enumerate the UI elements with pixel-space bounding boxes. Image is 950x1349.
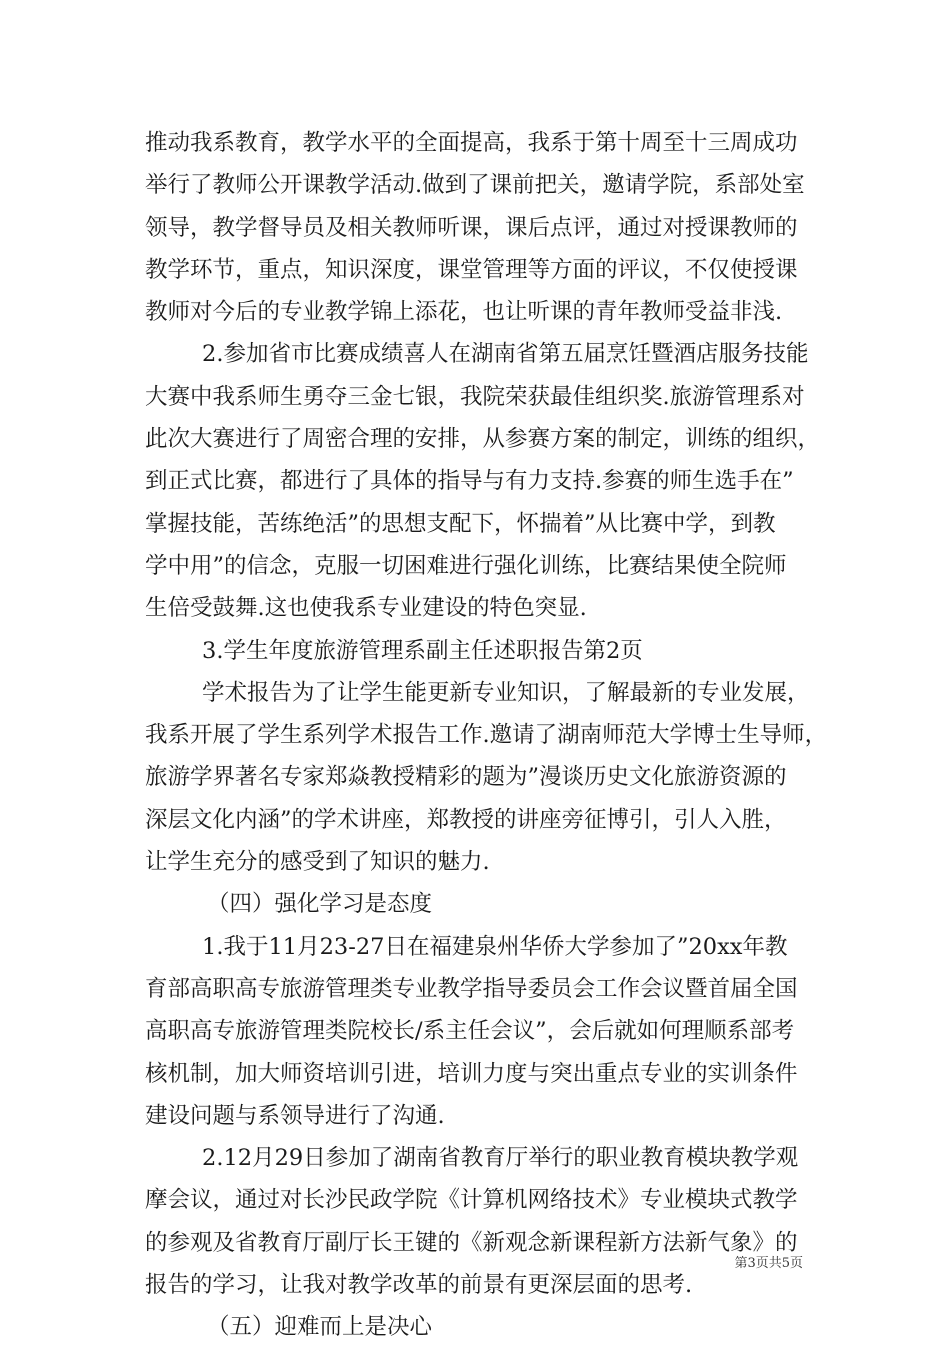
- text-line: 建设问题与系领导进行了沟通.: [145, 1102, 445, 1129]
- document-body: [145, 122, 828, 1349]
- text-line: 大赛中我系师生勇夺三金七银，我院荣获最佳组织奖.旅游管理系对: [145, 383, 805, 410]
- text-line: 的参观及省教育厅副厅长王键的《新观念新课程新方法新气象》的: [145, 1229, 798, 1256]
- text-line: （五）迎难而上是决心: [207, 1314, 433, 1341]
- page-number-footer: 第3页共5页: [734, 1256, 803, 1271]
- text-line: 举行了教师公开课教学活动.做到了课前把关，邀请学院，系部处室: [145, 172, 805, 199]
- text-line: 推动我系教育，教学水平的全面提高，我系于第十周至十三周成功: [145, 130, 798, 156]
- text-line: 摩会议，通过对长沙民政学院《计算机网络技术》专业模块式教学: [145, 1187, 798, 1214]
- text-line: 学术报告为了让学生能更新专业知识，了解最新的专业发展，: [202, 679, 810, 706]
- text-line: 领导，教学督导员及相关教师听课，课后点评，通过对授课教师的: [145, 214, 798, 241]
- text-line: 报告的学习，让我对教学改革的前景有更深层面的思考.: [145, 1272, 693, 1299]
- text-line: （四）强化学习是态度: [207, 891, 433, 918]
- text-line: 旅游学界著名专家郑焱教授精彩的题为”漫谈历史文化旅游资源的: [145, 764, 787, 791]
- text-line: 我系开展了学生系列学术报告工作.邀请了湖南师范大学博士生导师，: [145, 722, 828, 749]
- text-line: 让学生充分的感受到了知识的魅力.: [145, 849, 490, 876]
- text-line: 3.学生年度旅游管理系副主任述职报告第2页: [202, 637, 643, 664]
- text-line: 此次大赛进行了周密合理的安排，从参赛方案的制定，训练的组织，: [145, 426, 821, 453]
- text-line: 2.参加省市比赛成绩喜人在湖南省第五届烹饪暨酒店服务技能: [202, 341, 809, 368]
- text-line: 教学环节，重点，知识深度，课堂管理等方面的评议，不仅使授课: [145, 256, 798, 283]
- text-line: 高职高专旅游管理类院校长/系主任会议”，会后就如何理顺系部考: [145, 1018, 795, 1045]
- text-line: 教师对今后的专业教学锦上添花，也让听课的青年教师受益非浅.: [145, 299, 783, 326]
- text-line: 掌握技能，苦练绝活”的思想支配下，怀揣着”从比赛中学，到教: [145, 510, 776, 537]
- text-line: 深层文化内涵”的学术讲座，郑教授的讲座旁征博引，引人入胜，: [145, 806, 787, 833]
- text-line: 生倍受鼓舞.这也使我系专业建设的特色突显.: [145, 595, 587, 622]
- text-line: 学中用”的信念，克服一切困难进行强化训练，比赛结果使全院师: [145, 552, 787, 579]
- text-line: 1.我于11月23-27日在福建泉州华侨大学参加了”20xx年教: [202, 933, 788, 960]
- text-line: 到正式比赛，都进行了具体的指导与有力支持.参赛的师生选手在”: [145, 468, 794, 495]
- text-line: 育部高职高专旅游管理类专业教学指导委员会工作会议暨首届全国: [145, 975, 798, 1002]
- text-line: 核机制，加大师资培训引进，培训力度与突出重点专业的实训条件: [145, 1060, 798, 1087]
- text-line: 2.12月29日参加了湖南省教育厅举行的职业教育模块教学观: [202, 1145, 799, 1172]
